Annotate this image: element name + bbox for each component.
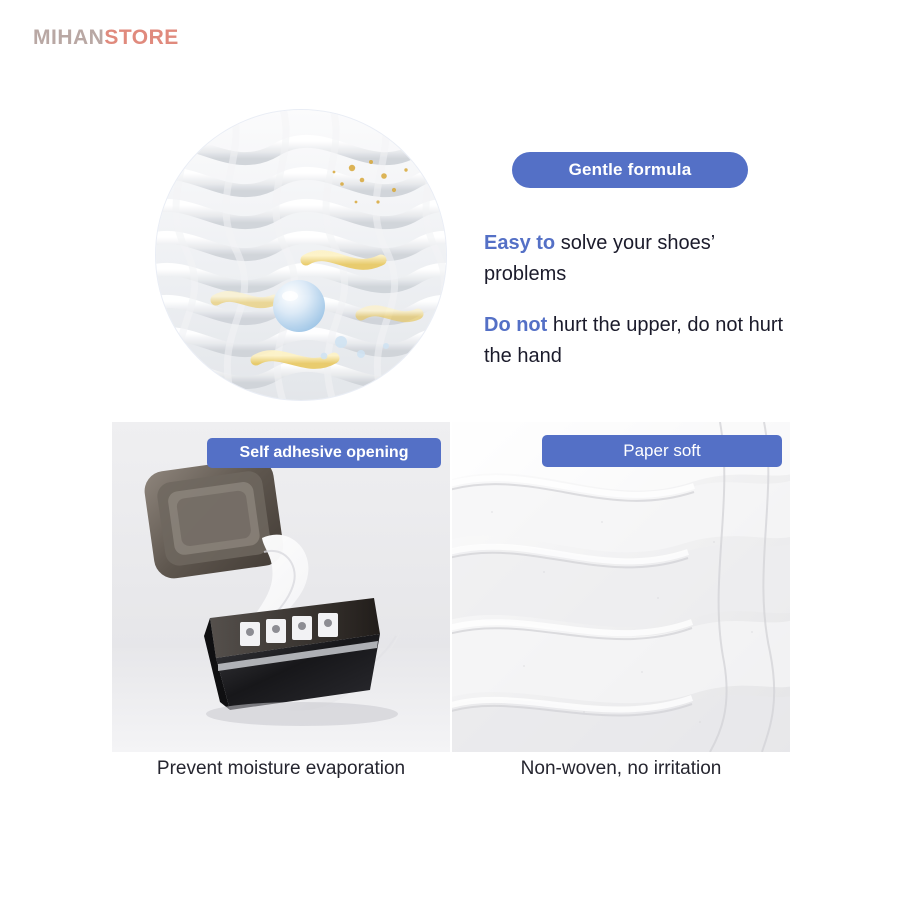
feature-2-highlight: Do not <box>484 314 548 336</box>
fabric-weave-closeup-photo <box>156 110 446 400</box>
brand-logo-part1: MIHAN <box>33 26 105 49</box>
feature-2-rest: hurt the upper, do not hurt the hand <box>484 314 784 367</box>
non-woven-fabric-photo <box>452 422 790 752</box>
feature-1-highlight: Easy to <box>484 232 556 254</box>
feature-easy-to-solve <box>484 228 784 290</box>
caption-prevent-moisture-evaporation: Prevent moisture evaporation <box>156 758 406 779</box>
badge-paper-soft: Paper soft <box>542 435 782 467</box>
wet-wipes-container-photo <box>112 422 450 752</box>
feature-do-not-hurt <box>484 310 784 372</box>
badge-self-adhesive-opening: Self adhesive opening <box>207 438 441 468</box>
caption-non-woven-no-irritation: Non-woven, no irritation <box>520 758 722 779</box>
brand-logo <box>33 26 179 50</box>
badge-gentle-formula: Gentle formula <box>512 152 748 188</box>
feature-1-rest: solve your shoes’ problems <box>484 232 715 285</box>
brand-logo-part2: STORE <box>104 26 179 49</box>
